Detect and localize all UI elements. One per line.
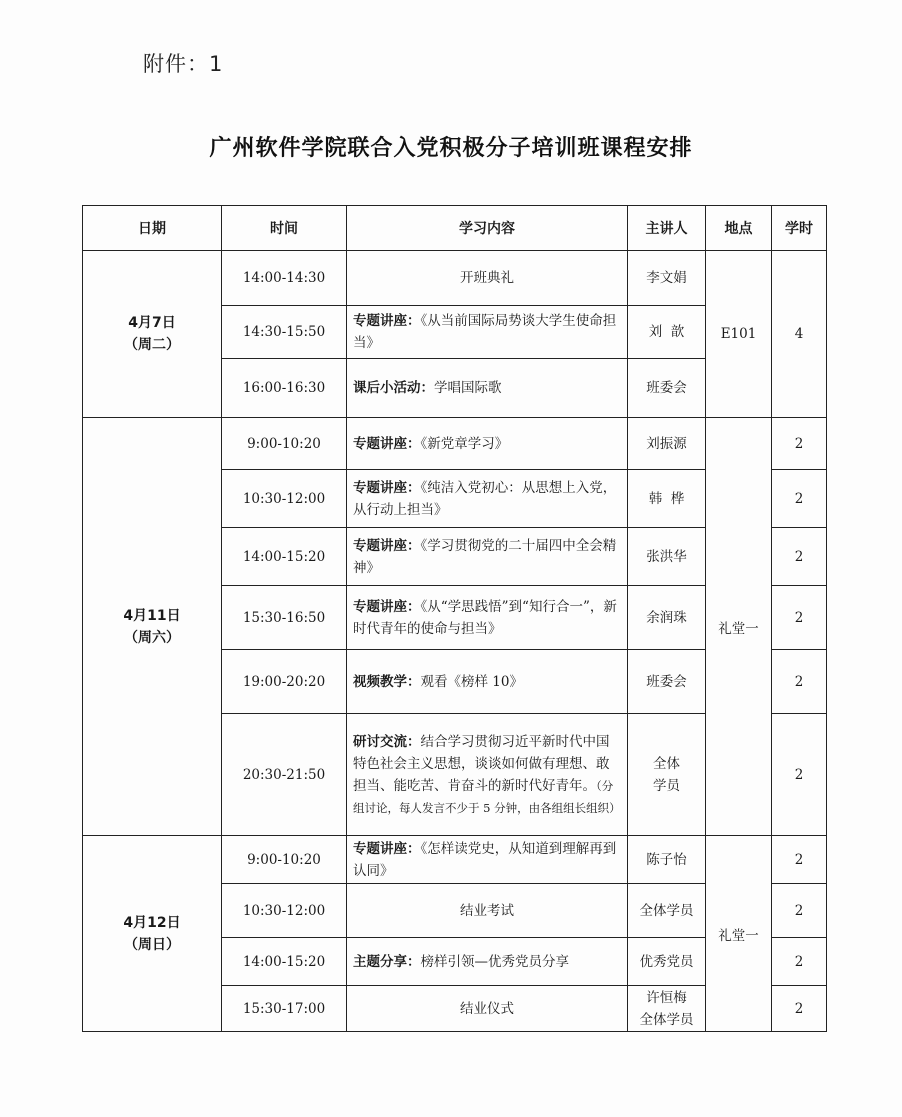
- time-cell: 16:00-16:30: [222, 359, 347, 418]
- header-time: 时间: [222, 206, 347, 251]
- content-note: （分组讨论，每人发言不少于 5 分钟，由各组组长组织）: [353, 778, 621, 815]
- header-date: 日期: [83, 206, 222, 251]
- time-cell: 20:30-21:50: [222, 714, 347, 836]
- content-text: 《从“学思践悟”到“知行合一”，新时代青年的使命与担当》: [353, 598, 617, 637]
- date-cell-day1: [83, 251, 222, 418]
- content-text: 《纯洁入党初心：从思想上入党，从行动上担当》: [353, 479, 617, 518]
- place-cell-day1: E101: [706, 251, 772, 418]
- speaker-cell: 班委会: [628, 359, 706, 418]
- speaker-cell: 全体学员: [628, 884, 706, 938]
- header-speaker: 主讲人: [628, 206, 706, 251]
- content-type-label: 专题讲座：: [353, 435, 421, 452]
- speaker-line: 全体学员: [639, 1011, 694, 1028]
- hours-cell: 2: [772, 418, 827, 470]
- hours-cell: 2: [772, 650, 827, 714]
- hours-cell: 2: [772, 528, 827, 586]
- hours-cell: 2: [772, 714, 827, 836]
- hours-cell: 2: [772, 986, 827, 1032]
- weekday-text: （周二）: [124, 337, 180, 353]
- time-cell: 10:30-12:00: [222, 884, 347, 938]
- date-text: 4月7日: [128, 315, 176, 331]
- content-type-label: 专题讲座：: [353, 598, 421, 615]
- speaker-cell: 陈子怡: [628, 836, 706, 884]
- content-cell: [347, 251, 628, 306]
- time-cell: 9:00-10:20: [222, 836, 347, 884]
- hours-cell: 2: [772, 470, 827, 528]
- header-place: 地点: [706, 206, 772, 251]
- content-text: 《怎样读党史，从知道到理解再到认同》: [353, 840, 617, 879]
- content-text: 结业考试: [460, 902, 514, 919]
- header-content: 学习内容: [347, 206, 628, 251]
- content-text: 榜样引领—优秀党员分享: [420, 953, 569, 970]
- content-type-label: 研讨交流：: [353, 733, 421, 750]
- time-cell: 14:00-15:20: [222, 938, 347, 986]
- content-type-label: 视频教学：: [353, 673, 421, 690]
- content-text: 学唱国际歌: [434, 380, 502, 396]
- speaker-cell: 刘振源: [628, 418, 706, 470]
- place-cell-day2: 礼堂一: [706, 418, 772, 836]
- content-type-label: 专题讲座：: [353, 537, 421, 554]
- date-text: 4月11日: [123, 607, 181, 624]
- hours-cell: 2: [772, 884, 827, 938]
- hours-cell: 2: [772, 938, 827, 986]
- content-text: 开班典礼: [460, 270, 514, 286]
- speaker-line: 全体: [653, 755, 680, 772]
- date-cell-day2: [83, 418, 222, 836]
- content-cell: [347, 306, 628, 359]
- content-type-label: 主题分享：: [353, 953, 421, 970]
- content-text: 《从当前国际局势谈大学生使命担当》: [353, 313, 617, 351]
- content-cell: [347, 528, 628, 586]
- content-type-label: 专题讲座：: [353, 479, 421, 496]
- time-cell: 14:00-14:30: [222, 251, 347, 306]
- table-row: [83, 836, 827, 884]
- header-hours: 学时: [772, 206, 827, 251]
- content-text: 《新党章学习》: [420, 435, 509, 452]
- time-cell: 15:30-16:50: [222, 586, 347, 650]
- time-cell: 15:30-17:00: [222, 986, 347, 1032]
- hours-cell: 2: [772, 586, 827, 650]
- document-title: 广州软件学院联合入党积极分子培训班课程安排: [209, 136, 693, 161]
- time-cell: 9:00-10:20: [222, 418, 347, 470]
- time-cell: 10:30-12:00: [222, 470, 347, 528]
- content-cell: [347, 359, 628, 418]
- speaker-cell: 张洪华: [628, 528, 706, 586]
- content-cell: [347, 884, 628, 938]
- speaker-cell: [628, 986, 706, 1032]
- hours-cell-day1: 4: [772, 251, 827, 418]
- content-text: 结合学习贯彻习近平新时代中国特色社会主义思想，谈谈如何做有理想、敢担当、能吃苦、肯奋斗的新时代好青年。: [353, 733, 610, 794]
- speaker-cell: 班委会: [628, 650, 706, 714]
- speaker-cell: 刘 歆: [628, 306, 706, 359]
- time-cell: 14:00-15:20: [222, 528, 347, 586]
- content-cell: [347, 418, 628, 470]
- content-type-label: 专题讲座：: [353, 840, 421, 857]
- content-text: 观看《榜样 10》: [420, 673, 523, 690]
- table-header-row: [83, 206, 827, 251]
- content-cell: [347, 586, 628, 650]
- content-cell: [347, 714, 628, 836]
- table-row: [83, 251, 827, 306]
- content-cell: [347, 650, 628, 714]
- speaker-cell: 韩 桦: [628, 470, 706, 528]
- speaker-cell: 余润珠: [628, 586, 706, 650]
- date-cell-day3: [83, 836, 222, 1032]
- speaker-line: 学员: [653, 777, 680, 794]
- time-cell: 14:30-15:50: [222, 306, 347, 359]
- content-cell: [347, 938, 628, 986]
- content-type-label: 课后小活动：: [353, 380, 434, 396]
- place-cell-day3: 礼堂一: [706, 836, 772, 1032]
- content-text: 结业仪式: [460, 1000, 514, 1017]
- table-row: [83, 418, 827, 470]
- content-cell: [347, 470, 628, 528]
- content-text: 《学习贯彻党的二十届四中全会精神》: [353, 537, 617, 576]
- content-cell: [347, 836, 628, 884]
- date-text: 4月12日: [123, 914, 181, 931]
- time-cell: 19:00-20:20: [222, 650, 347, 714]
- course-schedule-table: [82, 205, 827, 1032]
- speaker-cell: 李文娟: [628, 251, 706, 306]
- speaker-line: 许恒梅: [646, 989, 687, 1006]
- hours-cell: 2: [772, 836, 827, 884]
- attachment-label: 附件：1: [143, 52, 224, 76]
- speaker-cell: 优秀党员: [628, 938, 706, 986]
- content-cell: [347, 986, 628, 1032]
- weekday-text: （周六）: [124, 629, 180, 646]
- weekday-text: （周日）: [124, 936, 180, 953]
- content-type-label: 专题讲座：: [353, 313, 421, 329]
- speaker-cell: [628, 714, 706, 836]
